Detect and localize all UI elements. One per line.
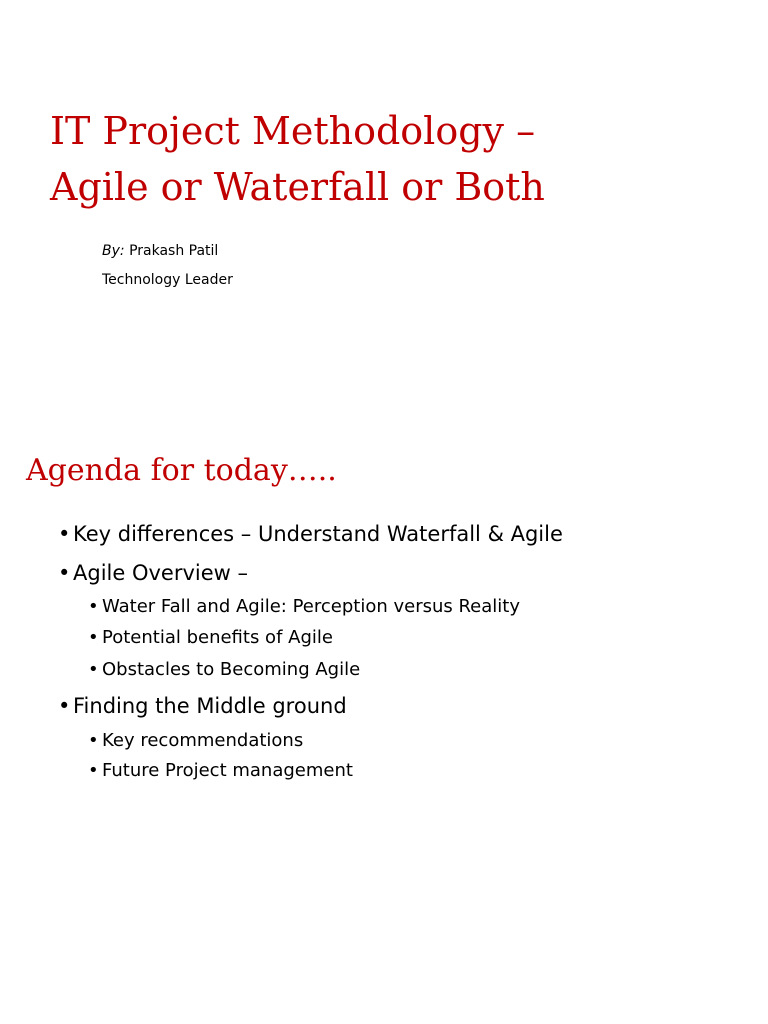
list-item-text: Water Fall and Agile: Perception versus Reality — [102, 596, 520, 617]
title-line-2: Agile or Waterfall or Both — [50, 165, 545, 209]
list-item-text: Key recommendations — [102, 730, 304, 751]
title-slide — [0, 80, 768, 480]
list-item-text: Key differences – Understand Waterfall & Agile — [73, 522, 563, 546]
list-item — [88, 596, 520, 618]
agenda-heading: Agenda for today….. — [26, 453, 337, 488]
bullet-icon: • — [58, 522, 71, 546]
title-line-1: IT Project Methodology – — [50, 109, 536, 153]
by-prefix: By: — [102, 243, 125, 259]
bullet-icon: • — [88, 627, 99, 648]
list-item — [88, 730, 303, 752]
list-item-text: Agile Overview – — [73, 561, 249, 585]
list-item-text: Future Project management — [102, 760, 353, 781]
author-name: Prakash Patil — [129, 243, 219, 259]
bullet-icon: • — [88, 730, 99, 751]
list-item — [88, 760, 353, 782]
list-item — [88, 627, 333, 649]
agenda-slide — [0, 440, 768, 840]
bullet-icon: • — [58, 561, 71, 585]
list-item-text: Finding the Middle ground — [73, 694, 347, 718]
author-role: Technology Leader — [102, 272, 233, 288]
list-item — [58, 560, 248, 586]
list-item-text: Obstacles to Becoming Agile — [102, 659, 361, 680]
bullet-icon: • — [58, 694, 71, 718]
bullet-icon: • — [88, 659, 99, 680]
list-item — [88, 659, 360, 681]
list-item — [58, 693, 347, 719]
bullet-icon: • — [88, 596, 99, 617]
list-item — [58, 521, 563, 547]
byline — [102, 242, 218, 260]
list-item-text: Potential benefits of Agile — [102, 627, 333, 648]
bullet-icon: • — [88, 760, 99, 781]
